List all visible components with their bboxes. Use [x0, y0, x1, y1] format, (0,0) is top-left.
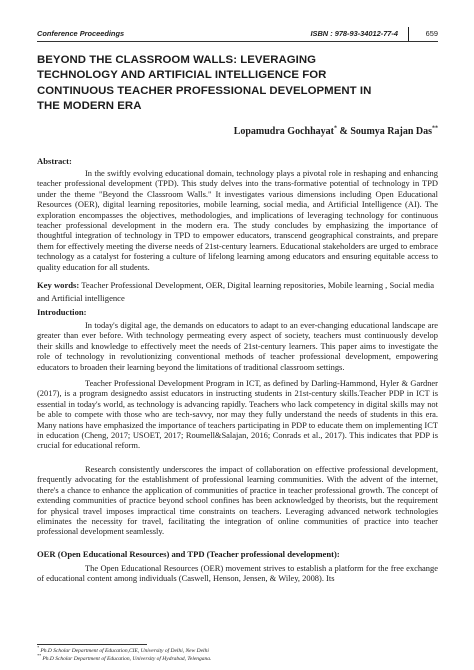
oer-heading: OER (Open Educational Resources) and TPD (Teacher professional development):	[37, 549, 340, 559]
header-rule	[37, 41, 438, 42]
paragraph-text: In today's digital age, the demands on educators to adapt to an ever-changing educational landscape are greater than ever before. With technology permeating every aspect of society, teachers must continuously develop their skills and knowledge to effectively meet the needs of 21st-century learners. This paper aims to investigate the role of technology in revolutionizing conventional methods of teacher professional development, empowering educators to broaden their learning beyond the limitations of traditional classroom settings.	[37, 320, 438, 372]
intro-paragraph	[37, 320, 438, 372]
introduction-heading: Introduction:	[37, 307, 87, 317]
footnote-text: Ph.D Scholar Department of Education, University of Hydrabad, Telengana.	[42, 656, 212, 662]
title-line: TECHNOLOGY AND ARTIFICIAL INTELLIGENCE FOR	[37, 69, 327, 82]
abstract-text: In the swiftly evolving educational domain, technology plays a pivotal role in reshaping and enhancing teacher professional development (TPD). This study delves into the trans-formative potential of technology in TPD under the theme "Beyond the Classroom Walls." It investigates various dimensions including Open Educational Resources (OER), digital learning repositories, mobile learning, social media, and Artificial Intelligence (AI). The exploration encompasses the objectives, methodologies, and implications of leveraging technology for continuous teacher professional development in the modern era. The study concludes by emphasizing the importance of thoughtful integration of technology in TPD to empower educators, transcend geographical constraints, and prepare them for effectively meeting the diverse needs of 21st-century learners. Educational stakeholders are urged to embrace technology as a catalyst for fostering a culture of lifelong learning among educators and ensuring equitable access to quality education for all students.	[37, 168, 438, 272]
footnote-mark: *	[333, 125, 337, 132]
proceedings-label: Conference Proceedings	[37, 29, 125, 38]
keywords-label: Key words:	[37, 280, 80, 290]
author-name: & Soumya Rajan Das	[339, 126, 432, 137]
footnote	[37, 653, 212, 662]
footnote-rule	[37, 644, 147, 645]
paragraph-text: Teacher Professional Development Program in ICT, as defined by Darling-Hammond, Hyler & Gardner (2017), is a program designedto assist educators in instructing students in 21st-century skills.Teacher PDP in ICT is essential in today's world, as technology is advancing rapidly. Teachers who lack competency in digital skills may not be able to compete with those who are tech-savvy, nor may they fully understand the needs of students in this era. Many nations have emphasized the importance of teachers participating in PDP to educate them on implementing ICT in education (Cheng, 2017; USOET, 2017; Roumell&Salajan, 2016; Conrads et al., 2017). This indicates that PDP is crucial for educational reform.	[37, 378, 438, 451]
footnote-mark: **	[37, 653, 41, 659]
author-name: Lopamudra Gochhayat	[233, 126, 334, 137]
footnote-text: Ph.D Scholar Department of Education,CIE, University of Delhi, New Delhi	[40, 648, 209, 654]
paper-title	[37, 53, 438, 114]
keywords	[37, 279, 438, 304]
oer-paragraph	[37, 563, 438, 584]
isbn-label: ISBN : 978-93-34012-77-4	[310, 29, 398, 38]
footnote	[37, 645, 209, 654]
intro-paragraph	[37, 378, 438, 451]
title-line: BEYOND THE CLASSROOM WALLS: LEVERAGING	[37, 54, 317, 66]
page-number: 659	[425, 29, 438, 38]
paragraph-text: The Open Educational Resources (OER) movement strives to establish a platform for the free exchange of educational content among individuals (Caswell, Henson, Jensen, & Wiley, 2008). Its	[37, 563, 438, 584]
abstract-heading: Abstract:	[37, 156, 72, 166]
title-line: CONTINUOUS TEACHER PROFESSIONAL DEVELOPMENT IN	[37, 84, 372, 97]
paragraph-text: Research consistently underscores the impact of collaboration on effective professional development, frequently advocating for the establishment of professional learning communities. With the advent of the internet, there's a chance to enhance the application of communities of practice in teacher professional growth. The concept of extending communities of practice beyond school confines has been acknowledged by theorists, but the requirement for physical travel imposes impractical time constraints on teachers. Leveraging advanced network technologies eliminates the necessity for travel, facilitating the integration of online communities of practice into teacher professional development seamlessly.	[37, 464, 438, 537]
footnote-mark: **	[432, 125, 438, 132]
running-header	[37, 27, 438, 41]
intro-paragraph	[37, 464, 438, 537]
keywords-text: Teacher Professional Development, OER, Digital learning repositories, Mobile learning , Social media and Artificial intelligence	[37, 280, 435, 303]
abstract-body	[37, 168, 438, 272]
header-separator	[408, 27, 409, 41]
footnote-mark: *	[37, 645, 39, 651]
title-line: THE MODERN ERA	[37, 99, 142, 112]
author-line	[234, 126, 438, 137]
